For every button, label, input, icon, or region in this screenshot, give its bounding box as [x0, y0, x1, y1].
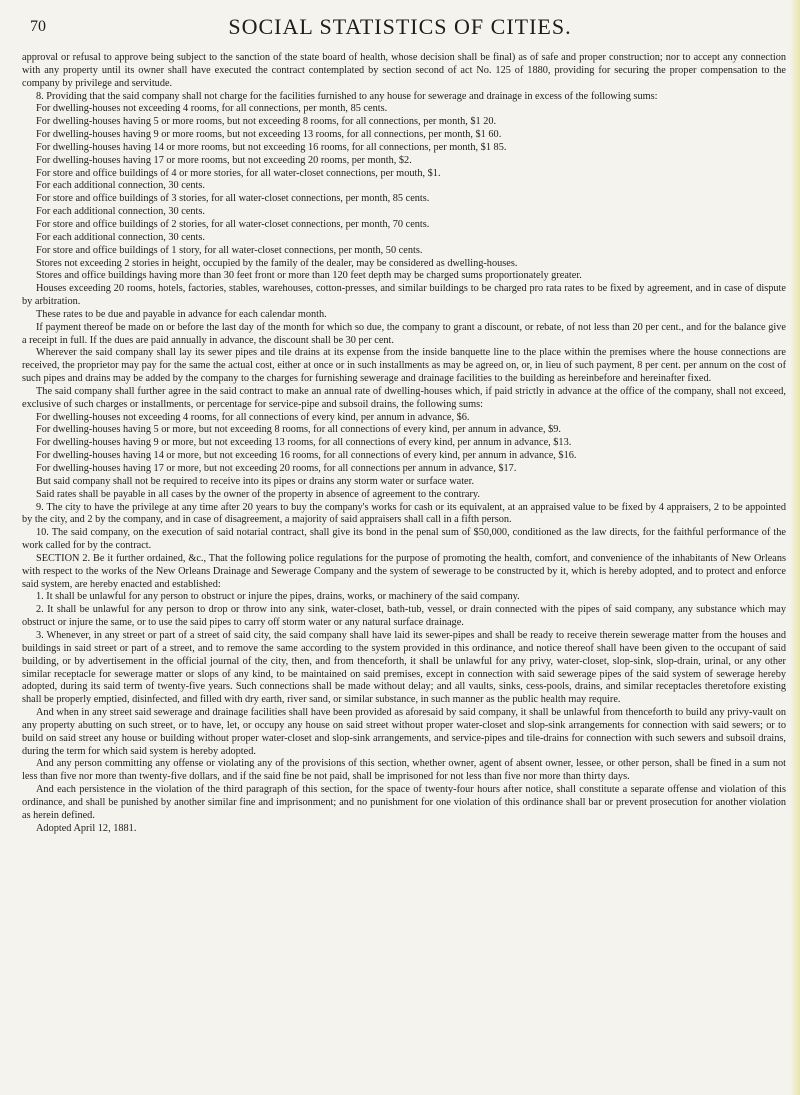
- paragraph: For dwelling-houses having 14 or more, but not exceeding 16 rooms, for all connections of every kind, per annum in advance, $16.: [36, 450, 577, 462]
- paragraph: For dwelling-houses having 5 or more rooms, but not exceeding 8 rooms, for all connections, per month, $1 20.: [36, 116, 497, 128]
- paragraph: The said company shall further agree in the said contract to make an annual rate of dwelling-houses which, if paid strictly in advance at the office of the company, shall not exceed, exclusive of such charges or installments, or percentage for service-pipe and subsoil drains, the following sums:: [22, 385, 786, 410]
- paragraph: For dwelling-houses having 17 or more rooms, but not exceeding 20 rooms, per month, $2.: [36, 154, 412, 166]
- paragraph: And each persistence in the violation of the third paragraph of this section, for the space of twenty-four hours after notice, shall constitute a separate offense and violation of this ordinance, and shall be punished by another similar fine and imprisonment; and no punishment for one violation of this ordinance shall bar or prevent prosecution for another violation as herein defined.: [22, 784, 786, 821]
- paragraph: Adopted April 12, 1881.: [36, 822, 137, 834]
- paragraph: For dwelling-houses having 14 or more rooms, but not exceeding 16 rooms, for all connections, per month, $1 85.: [36, 141, 507, 153]
- paragraph: SECTION 2. Be it further ordained, &c., That the following police regulations for the purpose of promoting the health, comfort, and convenience of the inhabitants of New Orleans with respect to the works of the New Orleans Drainage and Sewerage Company and the system of sewerage to be constructed by it, which is hereby adopted, and to protect and enforce said system, are hereby enacted and established:: [22, 552, 786, 590]
- page-edge: [790, 0, 800, 1095]
- paragraph: For store and office buildings of 3 stories, for all water-closet connections, per month, 85 cents.: [36, 193, 430, 205]
- paragraph: For dwelling-houses having 5 or more, but not exceeding 8 rooms, for all connections of every kind, per annum in advance, $9.: [36, 424, 562, 436]
- paragraph: For each additional connection, 30 cents.: [36, 206, 205, 218]
- paragraph: 9. The city to have the privilege at any time after 20 years to buy the company's works for cash or its equivalent, at an appraised value to be fixed by 4 appraisers, 2 to be appointed by the city, and 2 by the company, and in case of disagreement, a majority of said appraisers shall call in a fifth person.: [22, 501, 786, 526]
- paragraph: For dwelling-houses having 17 or more, but not exceeding 20 rooms, for all connections per annum in advance, $17.: [36, 463, 517, 474]
- paragraph: Wherever the said company shall lay its sewer pipes and tile drains at its expense from the inside banquette line to the place within the premises where the house connections are received, the proprietor may pay for the same the actual cost, either at once or in such installments as may be agreed on, or, in lieu of such payment, 8 per cent. per annum on the cost of such pipes and drains may be added by the company to the charges for furnishing sewerage and drainage facilities to the building as hereinbefore and hereinafter fixed.: [22, 347, 786, 385]
- paragraph: 1. It shall be unlawful for any person to obstruct or injure the pipes, drains, works, or machinery of the said company.: [36, 591, 520, 603]
- paragraph: For dwelling-houses not exceeding 4 rooms, for all connections of every kind, per annum in advance, $6.: [36, 411, 470, 423]
- paragraph: 2. It shall be unlawful for any person to drop or throw into any sink, water-closet, bath-tub, vessel, or drain connected with the pipes of said company, any substance which may obstruct or injure the same, or to use the said pipes to carry off storm water or any natural surface drainage.: [22, 604, 786, 629]
- paragraph: 8. Providing that the said company shall not charge for the facilities furnished to any house for sewerage and drainage in excess of the following sums:: [36, 90, 658, 102]
- paragraph: Houses exceeding 20 rooms, hotels, factories, stables, warehouses, cotton-presses, and similar buildings to be charged pro rata rates to be fixed by agreement, and in case of dispute by arbitration.: [22, 283, 786, 308]
- paragraph: For each additional connection, 30 cents.: [36, 180, 205, 192]
- paragraph: For store and office buildings of 2 stories, for all water-closet connections, per month, 70 cents.: [36, 218, 430, 230]
- paragraph: For dwelling-houses having 9 or more rooms, but not exceeding 13 rooms, for all connections, per month, $1 60.: [36, 129, 502, 141]
- page-header: [30, 10, 770, 44]
- paragraph: 3. Whenever, in any street or part of a street of said city, the said company shall have laid its sewer-pipes and shall be ready to receive therein sewerage matter from the houses and buildings in said street or part of a street, and to remove the same according to the system provided in this ordinance, and notice thereof shall have been given to the occupant of said building, or by advertisement in the official journal of the city, then, and from thenceforth, it shall be unlawful for any privy, water-closet, slop-sink, slop-drain, urinal, or any other similar receptacle for sewerage matter or slops of any kind, to be maintained on said premises, except in connection with said sewerage pipes of the said system of sewerage hereby adopted, during its said term of twenty-five years. Such connections shall be made without delay; and all vaults, sinks, cess-pools, drains, and similar receptacles theretofore existing shall be properly emptied, disinfected, and filled with dry earth, river sand, or similar substance, in such manner as the public health may require.: [22, 629, 786, 706]
- paragraph: For each additional connection, 30 cents.: [36, 231, 205, 243]
- paragraph: 10. The said company, on the execution of said notarial contract, shall give its bond in the penal sum of $50,000, conditioned as the law directs, for the faithful performance of the work called for by the contract.: [22, 527, 786, 552]
- body-text: [22, 52, 786, 835]
- paragraph: Stores and office buildings having more than 30 feet front or more than 120 feet depth may be charged sums proportionately greater.: [36, 270, 582, 282]
- paragraph: For store and office buildings of 1 story, for all water-closet connections, per month, 50 cents.: [36, 244, 423, 256]
- paragraph: Stores not exceeding 2 stories in height, occupied by the family of the dealer, may be considered as dwelling-houses.: [36, 257, 518, 269]
- running-title: SOCIAL STATISTICS OF CITIES.: [228, 14, 572, 39]
- paragraph: Said rates shall be payable in all cases by the owner of the property in absence of agreement to the contrary.: [36, 488, 480, 500]
- paragraph: And when in any street said sewerage and drainage facilities shall have been provided as aforesaid by said company, it shall be unlawful from thenceforth to build any privy-vault on any property abutting on such street, or to have, let, or occupy any house on said street without proper water-closet and slop-sink arrangements for connection with said sewers; or to build on said street any house or building without proper water-closet and slop-sink arrangements, and service-pipes and tile-drains for connection with such sewers and subsoil drains, during the term for which said system is hereby adopted.: [22, 707, 786, 757]
- paragraph: For dwelling-houses having 9 or more, but not exceeding 13 rooms, for all connections of every kind, per annum in advance, $13.: [36, 437, 572, 449]
- paragraph: approval or refusal to approve being subject to the sanction of the state board of health, whose decision shall be final) as of safe and proper construction; nor to accept any connection with any property until its owner shall have executed the contract contemplated by section second of act No. 125 of 1880, providing for securing the proper compensation to the company by privilege and servitude.: [22, 52, 786, 89]
- paragraph: For store and office buildings of 4 or more stories, for all water-closet connections, per mouth, $1.: [36, 167, 441, 179]
- paragraph: For dwelling-houses not exceeding 4 rooms, for all connections, per month, 85 cents.: [36, 103, 388, 115]
- paragraph: And any person committing any offense or violating any of the provisions of this section, whether owner, agent of absent owner, lessee, or other person, shall be fined in a sum not less than five nor more than twenty-five dollars, and if the said fine be not paid, shall be imprisoned for not less than five nor more than thirty days.: [22, 758, 786, 783]
- paragraph: These rates to be due and payable in advance for each calendar month.: [36, 308, 327, 320]
- page-number: 70: [30, 18, 46, 35]
- paragraph: If payment thereof be made on or before the last day of the month for which so due, the company to grant a discount, or rebate, of not less than 20 per cent., and for the balance give a receipt in full. If the dues are paid annually in advance, the discount shall be 30 per cent.: [22, 321, 786, 346]
- paragraph: But said company shall not be required to receive into its pipes or drains any storm water or surface water.: [36, 475, 475, 487]
